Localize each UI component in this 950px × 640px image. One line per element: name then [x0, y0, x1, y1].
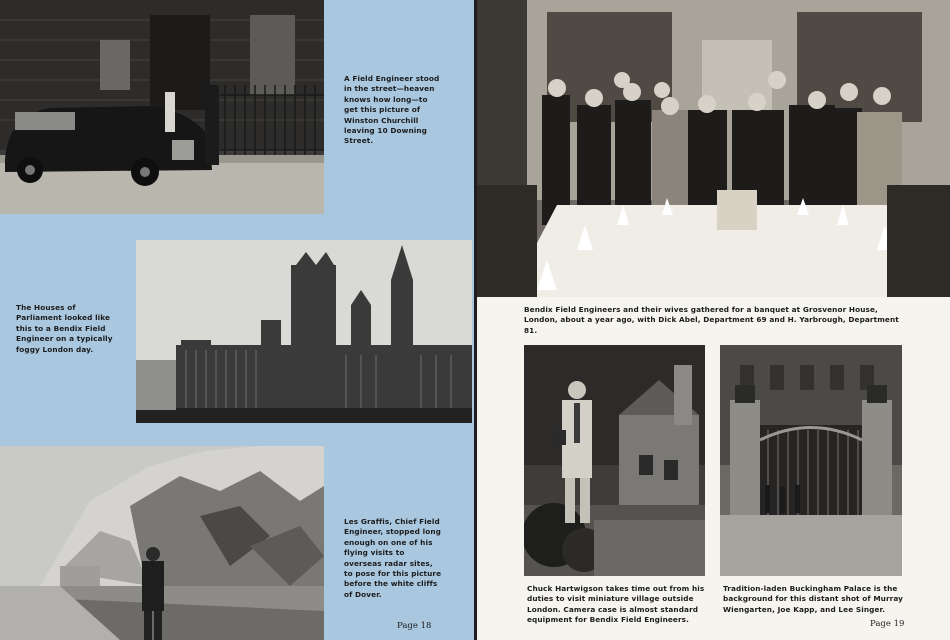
banquet-caption: Bendix Field Engineers and their wives gathered for a banquet at Grosvenor House, London, about a year ago, with Dick Abel, Department 69 and H. Yarbrough, Department 81.	[524, 305, 899, 335]
page-number-right: Page 19	[870, 619, 905, 629]
page-number-left: Page 18	[397, 621, 432, 631]
banquet-photo	[477, 0, 950, 297]
dover-caption: Les Graffis, Chief Field Engineer, stopped long enough on one of his flying visits to overseas radar sites, to pose for this picture before the white cliffs of Dover.	[344, 517, 442, 599]
dover-cliffs-photo	[0, 446, 324, 640]
miniature-village-photo	[524, 345, 705, 576]
churchill-caption: A Field Engineer stood in the street—heaven knows how long—to get this picture of Winston Churchill leaving 10 Downing Street.	[344, 74, 440, 146]
village-caption: Chuck Hartwigson takes time out from his duties to visit miniature village outside London. Camera case is almost standard equipment for Bendix Field Engineers.	[527, 584, 705, 625]
downing-street-photo	[0, 0, 324, 214]
parliament-caption: The Houses of Parliament looked like this to a Bendix Field Engineer on a typically foggy London day.	[16, 303, 113, 354]
buckingham-palace-photo	[720, 345, 902, 576]
parliament-photo	[136, 240, 472, 423]
palace-caption: Tradition-laden Buckingham Palace is the background for this distant shot of Murray Wiengarten, Joe Kapp, and Lee Singer.	[723, 584, 904, 614]
left-page	[0, 0, 474, 640]
right-page	[477, 0, 950, 640]
